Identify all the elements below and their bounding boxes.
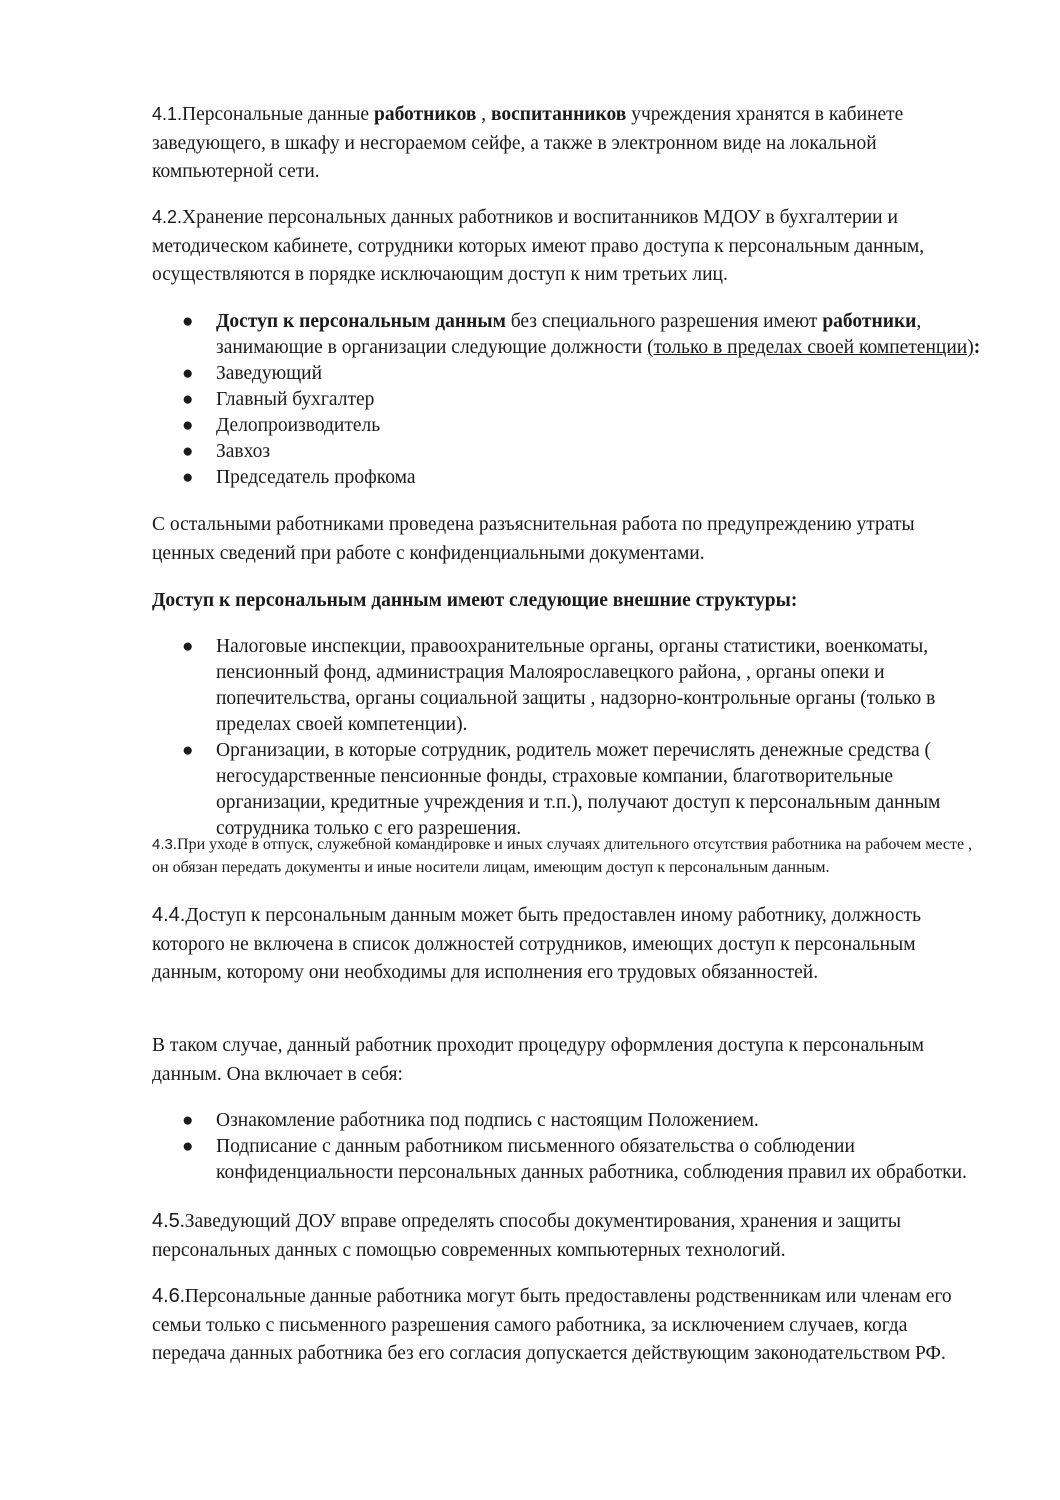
bullet-icon: ●: [182, 441, 194, 462]
list-item-text: Ознакомление работника под подпись с настоящим Положением.: [216, 1110, 759, 1131]
list-item: [152, 309, 982, 361]
bullet-icon: ●: [182, 1110, 194, 1131]
bold-text: воспитанников: [491, 104, 627, 125]
bullet-icon: ●: [182, 363, 194, 384]
text-run: При уходе в отпуск, служебной командировке и иных случаях длительного отсутствия работника на рабочем месте , он обязан передать документы и иные носители лицам, имеющим доступ к персональным данным.: [152, 836, 973, 876]
bold-text: :: [973, 337, 981, 358]
bold-text: работники: [822, 311, 917, 332]
bullet-icon: ●: [182, 467, 194, 488]
paragraph-4-4: [152, 901, 982, 988]
paragraph-4-3: [152, 834, 982, 879]
text-run: без специального разрешения имеют: [505, 311, 823, 332]
list-item: [152, 1108, 982, 1134]
bullet-icon: ●: [182, 311, 194, 332]
list-item: [152, 738, 982, 842]
position-name: Заведующий: [216, 363, 323, 384]
paragraph-number: 4.3.: [152, 836, 178, 853]
paragraph-4-6: [152, 1282, 982, 1369]
paragraph-number: 4.4.: [152, 904, 186, 926]
internal-access-list: [152, 309, 982, 491]
text-run: .Заведующий ДОУ вправе определять способы документирования, хранения и защиты персональных данных с помощью современных компьютерных технологий.: [152, 1211, 901, 1261]
external-access-list: [152, 634, 982, 842]
list-item: [152, 361, 982, 387]
text-run: учреждения хранятся в кабинете заведующего, в шкафу и несгораемом сейфе, а также в электронном виде на локальной компьютерной сети.: [152, 104, 904, 182]
paragraph-4-5: [152, 1207, 982, 1265]
position-name: Делопроизводитель: [216, 415, 381, 436]
list-item: [152, 1134, 982, 1186]
bold-text: Доступ к персональным данным: [216, 311, 506, 332]
list-item: [152, 465, 982, 491]
bullet-icon: ●: [182, 740, 194, 761]
paragraph-4-4-continuation: В таком случае, данный работник проходит процедуру оформления доступа к персональным данным. Она включает в себя:: [152, 1035, 924, 1085]
paragraph-4-2: [152, 203, 982, 290]
list-item: [152, 387, 982, 413]
position-name: Главный бухгалтер: [216, 389, 375, 410]
text-run: Персональные данные: [182, 104, 374, 125]
paragraph-number: 4.6: [152, 1285, 180, 1307]
bullet-icon: ●: [182, 636, 194, 657]
text-run: Доступ к персональным данным может быть предоставлен иному работнику, должность которого не включена в список должностей сотрудников, имеющих доступ к персональным данным, которому они необходимы для исполнения его трудовых обязанностей.: [152, 905, 922, 983]
procedure-list: [152, 1108, 982, 1186]
list-item: [152, 634, 982, 738]
bold-text: работников: [373, 104, 477, 125]
list-item-text: Подписание с данным работником письменного обязательства о соблюдении конфиденциальности персональных данных работника, соблюдения правил их обработки.: [216, 1136, 967, 1183]
list-item-text: Организации, в которые сотрудник, родитель может перечислять денежные средства ( негосударственные пенсионные фонды, страховые компании, благотворительные организации, кредитные учреждения и т.п.), получают доступ к персональным данным сотрудника только с его разрешения.: [216, 740, 941, 839]
text-run: ,: [476, 104, 491, 125]
text-run: Хранение персональных данных работников и воспитанников МДОУ в бухгалтерии и методическом кабинете, сотрудники которых имеют право доступа к персональным данным, осуществляются в порядке исключающим доступ к ним третьих лиц.: [152, 207, 925, 285]
paragraph-number: 4.2.: [152, 207, 183, 227]
text-run: , занимающие в организации следующие должности: [216, 311, 922, 358]
paragraph-number: 4.5: [152, 1210, 180, 1232]
bullet-icon: ●: [182, 1136, 194, 1157]
external-structures-heading: Доступ к персональным данным имеют следующие внешние структуры:: [152, 590, 798, 611]
bullet-icon: ●: [182, 389, 194, 410]
text-run: .Персональные данные работника могут быть предоставлены родственникам или членам его семьи только с письменного разрешения самого работника, за исключением случаев, когда передача данных работника без его согласия допускается действующим законодательством РФ.: [152, 1286, 952, 1364]
position-name: Завхоз: [216, 441, 271, 462]
position-name: Председатель профкома: [216, 467, 416, 488]
list-item: [152, 439, 982, 465]
bullet-icon: ●: [182, 415, 194, 436]
list-item-text: Налоговые инспекции, правоохранительные органы, органы статистики, военкоматы, пенсионный фонд, администрация Малоярославецкого района, , органы опеки и попечительства, органы социальной защиты , надзорно-контрольные органы (только в пределах своей компетенции).: [216, 636, 936, 735]
paragraph-number: 4.1.: [152, 104, 183, 124]
paragraph-4-1: [152, 100, 982, 187]
list-item: [152, 413, 982, 439]
underlined-text: (только в пределах своей компетенции): [647, 337, 974, 358]
explanation-paragraph: С остальными работниками проведена разъяснительная работа по предупреждению утраты ценных сведений при работе с конфиденциальными документами.: [152, 514, 915, 564]
